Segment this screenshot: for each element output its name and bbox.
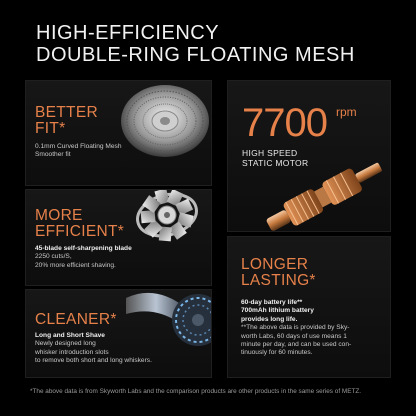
battery-description	[241, 299, 351, 358]
more-efficient-title-line-2: EFFICIENT*	[35, 223, 125, 240]
battery-note-line-2: worth Labs, 60 days of use means 1	[241, 332, 347, 340]
rpm-unit: rpm	[336, 105, 357, 119]
more-efficient-desc-line-2: 20% more efficient shaving.	[35, 261, 116, 269]
header-line-1: HIGH-EFFICIENCY	[36, 22, 220, 44]
cleaner-desc-line-2: whisker introduction slots	[35, 348, 109, 356]
cleaner-title: CLEANER*	[35, 311, 117, 328]
cleaner-desc-line-3: to remove both short and long whiskers.	[35, 357, 152, 365]
more-efficient-card	[25, 189, 212, 286]
better-fit-title-line-1: BETTER	[35, 104, 98, 121]
battery-note-line-3: minute per day, and can be used con-	[241, 341, 352, 349]
cleaner-card	[25, 289, 212, 378]
cleaner-desc-line-1: Newly designed long	[35, 340, 96, 348]
battery-card	[227, 236, 391, 378]
battery-bold-line-3: provides long life.	[241, 315, 298, 323]
motor-speed-card	[227, 80, 391, 232]
whisker-slot-icon	[126, 289, 212, 348]
page-header	[36, 22, 355, 66]
motor-icon	[258, 161, 391, 232]
battery-note-line-4: tinuously for 60 minutes.	[241, 349, 313, 357]
motor-label-line-1: HIGH SPEED	[242, 148, 298, 158]
more-efficient-desc-bold: 45-blade self-sharpening blade	[35, 245, 132, 252]
footnote: *The above data is from Skyworth Labs and the comparison products are other products in the same series of METZ.	[30, 388, 362, 395]
battery-bold-line-2: 700mAh lithium battery	[241, 307, 314, 315]
cleaner-subtitle: Long and Short Shave	[35, 332, 105, 339]
header-line-2: DOUBLE-RING FLOATING MESH	[36, 44, 355, 66]
battery-title-line-1: LONGER	[241, 256, 309, 273]
battery-bold-line-1: 60-day battery life**	[241, 299, 303, 306]
floating-mesh-icon	[118, 81, 212, 161]
battery-note-line-1: **The above data is provided by Sky-	[241, 324, 350, 332]
better-fit-title-line-2: FIT*	[35, 120, 66, 137]
better-fit-title	[35, 105, 98, 137]
blade-icon	[122, 189, 212, 250]
more-efficient-title-line-1: MORE	[35, 207, 83, 224]
motor-label-line-2: STATIC MOTOR	[242, 158, 309, 168]
more-efficient-title	[35, 208, 124, 240]
battery-title	[241, 257, 316, 289]
better-fit-desc-line-2: Smoother fit	[35, 151, 71, 159]
more-efficient-description	[35, 245, 132, 270]
more-efficient-desc-line-1: 2250 cuts/S,	[35, 253, 72, 261]
rpm-value: 7700	[242, 101, 327, 145]
better-fit-description	[35, 143, 122, 160]
better-fit-desc-line-1: 0.1mm Curved Floating Mesh	[35, 143, 122, 150]
battery-title-line-2: LASTING*	[241, 272, 316, 289]
better-fit-card	[25, 80, 212, 186]
